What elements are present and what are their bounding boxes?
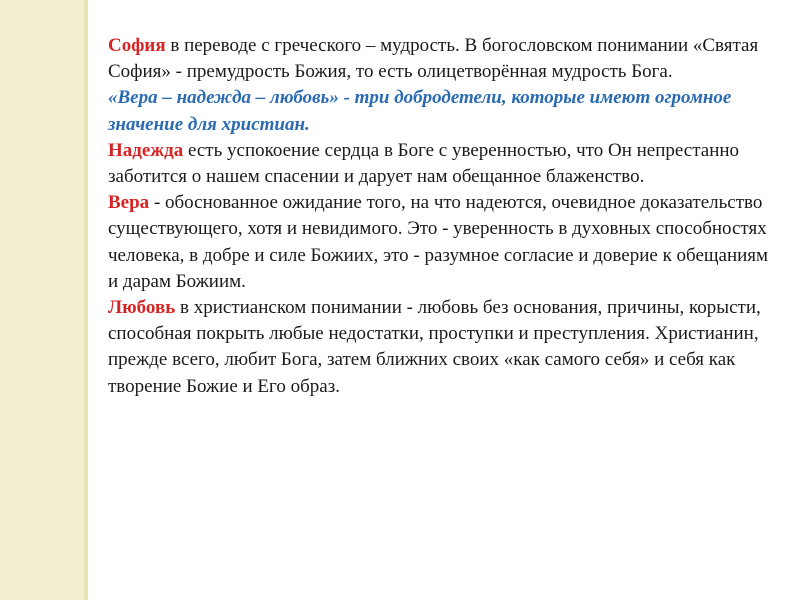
paragraph-virtues: [108, 85, 773, 137]
term-lyubov: Любовь: [108, 297, 176, 319]
virtues-highlight: «Вера – надежда – любовь» - три добродетели, которые имеют огромное значение для христиан.: [108, 87, 732, 135]
paragraph-nadezhda: [108, 138, 773, 190]
paragraph-sofia: [108, 33, 773, 85]
vera-definition: - обоснованное ожидание того, на что надеются, очевидное доказательство существующего, хотя и невидимого. Это - уверенность в духовных способностях человека, в добре и силе Божиих, это - разумное согласие и доверие к обещаниям и дарам Божиим.: [108, 192, 769, 292]
lyubov-definition: в христианском понимании - любовь без основания, причины, корысти, способная покрыть любые недостатки, проступки и преступления. Христианин, прежде всего, любит Бога, затем ближних своих «как самого себя» и себя как творение Божие и Его образ.: [108, 297, 761, 397]
nadezhda-definition: есть успокоение сердца в Боге с уверенностью, что Он непрестанно заботится о нашем спасении и дарует нам обещанное блаженство.: [108, 139, 740, 188]
term-vera: Вера: [108, 192, 150, 214]
paragraph-vera: [108, 190, 773, 295]
sofia-definition: в переводе с греческого – мудрость. В богословском понимании «Святая София» - премудрость Божия, то есть олицетворённая мудрость Бога.: [108, 35, 759, 83]
term-nadezhda: Надежда: [108, 139, 184, 161]
decorative-left-band: [0, 0, 88, 600]
slide-text-body: [108, 33, 773, 400]
term-sofia: София: [108, 35, 166, 56]
paragraph-lyubov: [108, 295, 773, 400]
